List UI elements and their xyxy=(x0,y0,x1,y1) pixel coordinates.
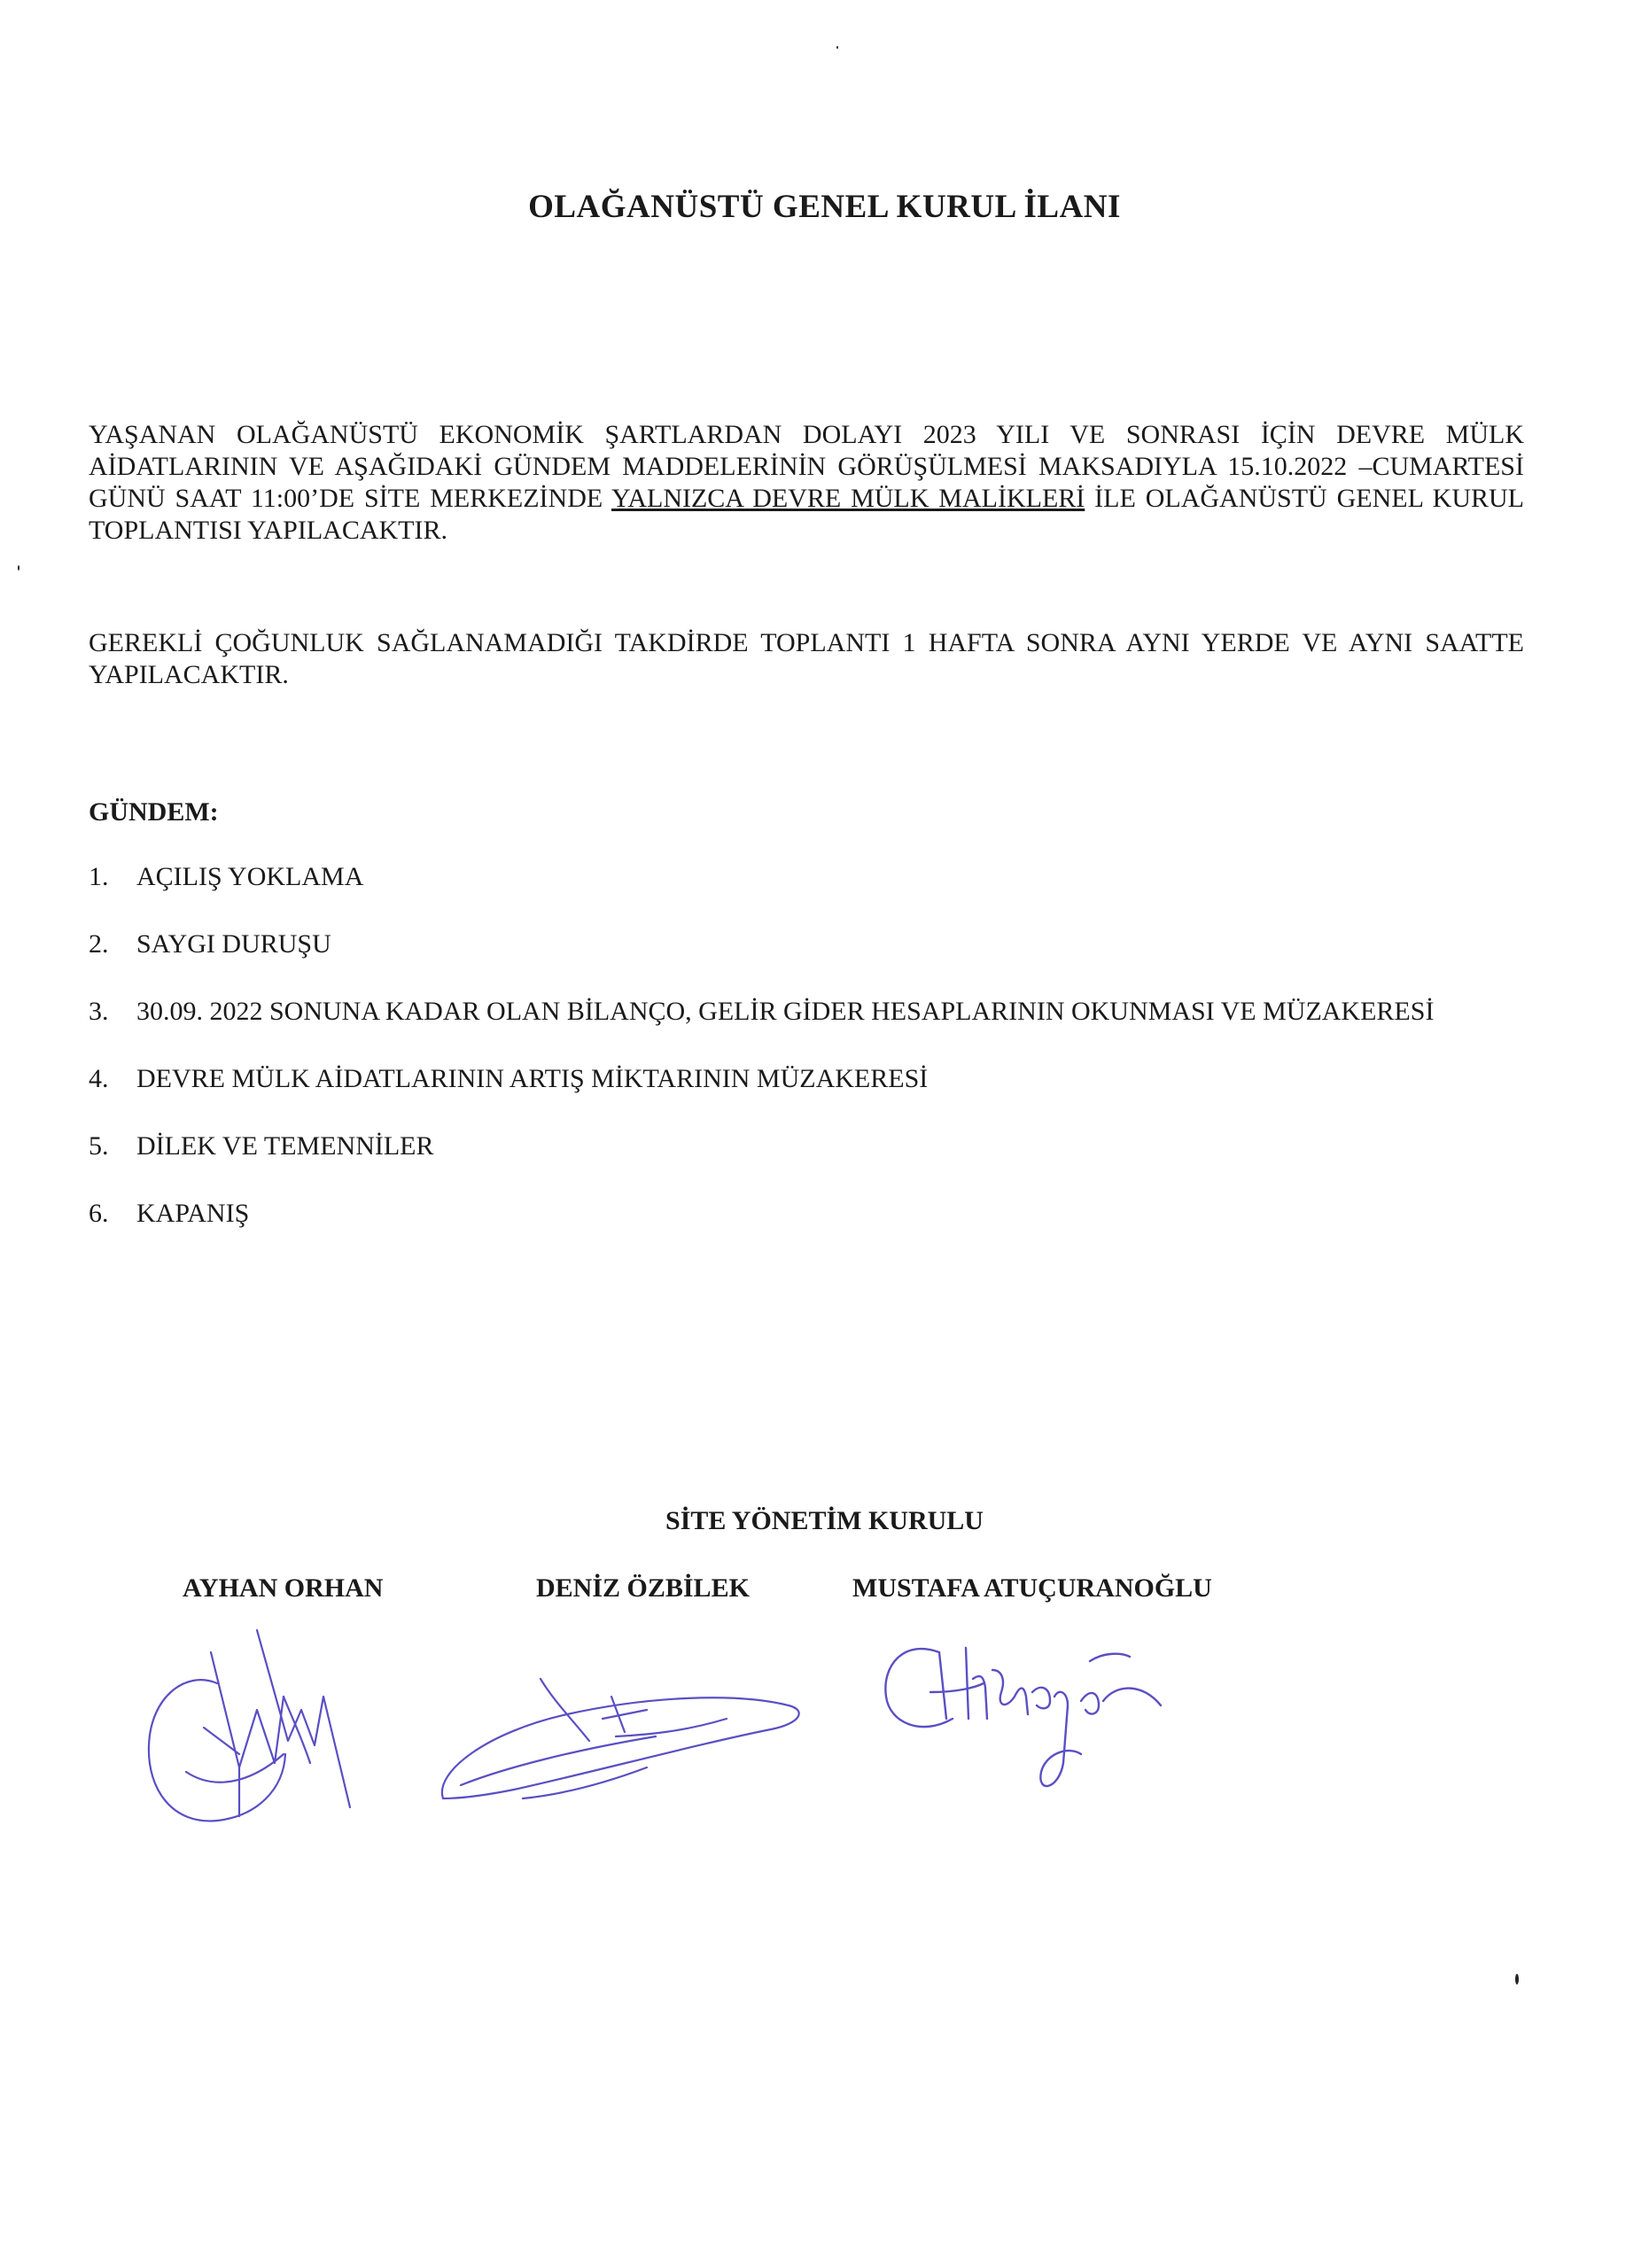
agenda-item xyxy=(89,928,1524,960)
quorum-paragraph: GEREKLİ ÇOĞUNLUK SAĞLANAMADIĞI TAKDİRDE TOPLANTI 1 HAFTA SONRA AYNI YERDE VE AYNI SAATTE YAPILACAKTIR. xyxy=(89,628,1524,689)
agenda-item-text: 30.09. 2022 SONUNA KADAR OLAN BİLANÇO, GELİR GİDER HESAPLARININ OKUNMASI VE MÜZAKERESİ xyxy=(136,997,1435,1026)
agenda-title: GÜNDEM: xyxy=(89,797,219,827)
agenda-item xyxy=(89,1130,1524,1162)
agenda-item-number: 2. xyxy=(89,929,109,959)
announcement-paragraph xyxy=(89,419,1524,547)
agenda-item-text: AÇILIŞ YOKLAMA xyxy=(136,862,364,891)
member-name-deniz-ozbilek: DENİZ ÖZBİLEK xyxy=(536,1573,750,1603)
agenda-item-number: 5. xyxy=(89,1131,109,1161)
scan-speck xyxy=(836,46,838,49)
document-title: OLAĞANÜSTÜ GENEL KURUL İLANI xyxy=(528,189,1121,225)
announcement-text: YAŞANAN OLAĞANÜSTÜ EKONOMİK ŞARTLARDAN DOLAYI 2023 YILI VE SONRASI İÇİN DEVRE MÜLK AİDATLARININ VE AŞAĞIDAKİ GÜNDEM MADDELERİNİN GÖRÜŞÜLMESİ MAKSADIYLA 15.10.2022 –CUMARTESİ GÜNÜ SAAT 11:00’DE SİTE MERKEZİNDE xyxy=(89,420,1524,513)
signature-ayhan-orhan xyxy=(133,1612,372,1843)
signature-deniz-ozbilek xyxy=(434,1666,824,1807)
agenda-list xyxy=(89,861,1524,1265)
agenda-item xyxy=(89,1198,1524,1230)
agenda-item-number: 3. xyxy=(89,997,109,1026)
agenda-item xyxy=(89,1063,1524,1095)
agenda-item xyxy=(89,996,1524,1028)
agenda-item-number: 4. xyxy=(89,1064,109,1093)
member-name-mustafa-atucuranoglu: MUSTAFA ATUÇURANOĞLU xyxy=(852,1573,1212,1603)
agenda-item-text: KAPANIŞ xyxy=(136,1199,250,1228)
member-name-ayhan-orhan: AYHAN ORHAN xyxy=(183,1573,384,1603)
agenda-item-number: 6. xyxy=(89,1199,109,1228)
agenda-item-number: 1. xyxy=(89,862,109,891)
signature-mustafa-atucuranoglu xyxy=(877,1621,1196,1798)
announcement-text-end: İLE OLAĞANÜSTÜ GENEL KURUL TOPLANTISI YAPILACAKTIR. xyxy=(89,484,1524,545)
agenda-item xyxy=(89,861,1524,893)
scan-speck xyxy=(18,565,19,571)
scan-speck xyxy=(1515,1974,1519,1984)
board-title: SİTE YÖNETİM KURULU xyxy=(665,1506,984,1535)
agenda-item-text: DİLEK VE TEMENNİLER xyxy=(136,1131,434,1161)
agenda-item-text: DEVRE MÜLK AİDATLARININ ARTIŞ MİKTARININ MÜZAKERESİ xyxy=(136,1064,929,1093)
announcement-underlined-text: YALNIZCA DEVRE MÜLK MALİKLERİ xyxy=(611,484,1085,513)
agenda-item-text: SAYGI DURUŞU xyxy=(136,929,331,959)
